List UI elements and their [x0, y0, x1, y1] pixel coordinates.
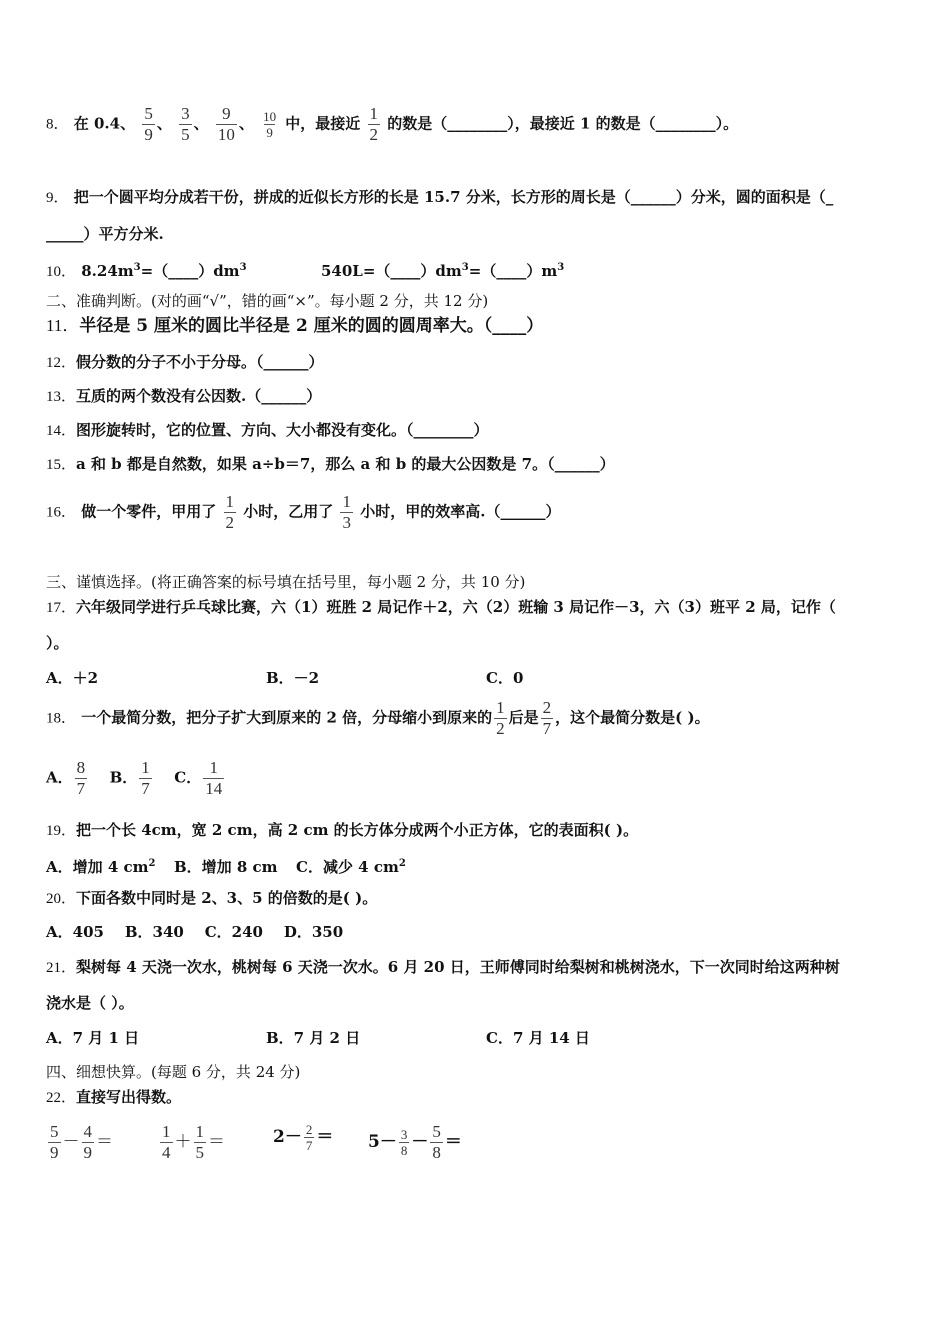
option-b: B．－2 — [266, 669, 320, 687]
question-8 — [46, 104, 738, 145]
question-text: 把一个圆平均分成若干份，拼成的近似长方形的长是 15.7 分米，长方形的周长是（______）分米，圆的面积是（_ — [73, 188, 834, 206]
fraction: $\frac{1}{5}$ — [195, 1122, 204, 1162]
separator: 、 — [156, 114, 172, 133]
question-text: 半径是 5 厘米的圆比半径是 2 厘米的圆的圆周率大。（____） — [79, 316, 544, 336]
operator: ＋ — [174, 1132, 192, 1152]
question-number: 18． — [46, 710, 77, 727]
question-21-continued — [46, 993, 134, 1013]
question-number: 8． — [46, 116, 69, 133]
question-text: 六年级同学进行乒乓球比赛，六（1）班胜 2 局记作＋2，六（2）班输 3 局记作－3，六（3）班平 2 局，记作（ — [76, 598, 836, 616]
superscript: 2 — [398, 858, 406, 869]
equals: ＝ — [316, 1127, 334, 1147]
question-text: 一个最简分数，把分子扩大到原来的 2 倍，分母缩小到原来的 — [81, 708, 493, 727]
question-number: 22． — [46, 1090, 77, 1106]
equals: ＝ — [208, 1132, 225, 1152]
question-9-continued — [46, 224, 164, 244]
section-heading-4: 四、细想快算。(每题 6 分，共 24 分) — [46, 1063, 301, 1081]
operand: 5－ — [368, 1132, 397, 1152]
expression-3 — [273, 1122, 333, 1153]
option-a: A．7 月 1 日 — [46, 1029, 140, 1047]
option-c: C．0 — [486, 669, 524, 687]
question-text: =（____）dm — [140, 262, 240, 280]
expression-2 — [158, 1122, 225, 1163]
operand: 2－ — [273, 1127, 302, 1147]
question-number: 21． — [46, 960, 77, 976]
option-a: A．＋2 — [46, 669, 99, 687]
fraction: $\frac{1}{2}$ — [496, 698, 505, 738]
superscript: 3 — [557, 262, 565, 273]
equals: ＝ — [444, 1132, 462, 1152]
question-number: 11． — [46, 316, 80, 335]
question-number: 16． — [46, 504, 77, 521]
option-b: B．7 月 2 日 — [266, 1029, 361, 1047]
question-19 — [46, 820, 638, 841]
question-text: 假分数的分子不小于分母。（______） — [76, 353, 324, 371]
question-text: 540L=（____）dm — [321, 262, 462, 280]
question-text: 把一个长 4cm，宽 2 cm，高 2 cm 的长方体分成两个小正方体，它的表面积( )。 — [76, 821, 639, 839]
fraction: $\frac{1}{3}$ — [342, 492, 351, 532]
question-16 — [46, 492, 560, 533]
question-text: 后是 — [508, 708, 539, 727]
question-17 — [46, 597, 836, 618]
equals: ＝ — [96, 1132, 113, 1152]
question-text: 小时，乙用了 — [243, 502, 334, 521]
superscript: 3 — [133, 262, 141, 273]
fraction: $\frac{8}{7}$ — [76, 758, 86, 798]
question-text: _____）平方分米. — [46, 225, 164, 243]
question-text: 8.24m — [81, 262, 134, 280]
question-text: 直接写出得数。 — [76, 1088, 182, 1106]
operator: － — [62, 1132, 80, 1152]
question-text: 在 0.4、 — [73, 114, 136, 133]
fraction: $\frac{5}{9}$ — [144, 104, 153, 144]
question-text: =（____）m — [468, 262, 558, 280]
option-c: C．减少 4 cm — [296, 858, 399, 876]
question-number: 13． — [46, 389, 77, 405]
fraction: $\frac{1}{2}$ — [369, 104, 379, 144]
question-18 — [46, 698, 710, 739]
fraction: $\frac{10}{9}$ — [263, 109, 277, 140]
fraction: $\frac{5}{8}$ — [432, 1122, 441, 1162]
question-text: ，这个最简分数是( )。 — [555, 708, 710, 727]
question-number: 20． — [46, 891, 77, 907]
question-number: 15． — [46, 457, 77, 473]
question-20-options: A．405 B．340 C．240 D．350 — [46, 923, 344, 941]
superscript: 2 — [148, 858, 156, 869]
question-10 — [46, 258, 564, 282]
question-21 — [46, 957, 840, 978]
question-number: 12． — [46, 355, 77, 371]
option-c-label: C． — [174, 768, 202, 787]
question-12 — [46, 352, 324, 373]
question-13 — [46, 386, 321, 407]
operator: － — [411, 1132, 429, 1152]
fraction: $\frac{1}{7}$ — [141, 758, 150, 798]
option-a-label: A． — [46, 768, 73, 787]
fraction: $\frac{2}{7}$ — [542, 698, 552, 738]
question-17-options — [46, 668, 523, 688]
fraction: $\frac{1}{4}$ — [162, 1122, 171, 1162]
question-14 — [46, 420, 489, 441]
question-text: 的数是（________），最接近 1 的数是（________）。 — [387, 114, 739, 133]
question-18-options — [46, 758, 226, 799]
separator: 、 — [238, 114, 254, 133]
question-text: ）。 — [46, 634, 69, 652]
question-number: 17． — [46, 600, 77, 616]
section-heading-3: 三、谨慎选择。(将正确答案的标号填在括号里，每小题 2 分，共 10 分) — [46, 573, 526, 591]
fraction: $\frac{3}{8}$ — [400, 1127, 408, 1158]
question-17-continued — [46, 633, 69, 653]
question-text: 梨树每 4 天浇一次水，桃树每 6 天浇一次水。6 月 20 日，王师傅同时给梨树和桃树浇水，下一次同时给这两种树 — [76, 958, 840, 976]
question-9 — [46, 187, 833, 208]
option-a: A．增加 4 cm — [46, 858, 149, 876]
question-19-options — [46, 854, 406, 877]
section-heading-2: 二、准确判断。(对的画“√”，错的画“×”。每小题 2 分，共 12 分) — [46, 292, 489, 310]
question-text: a 和 b 都是自然数，如果 a÷b＝7，那么 a 和 b 的最大公因数是 7。（______） — [76, 455, 615, 473]
option-b: B．增加 8 cm — [173, 858, 278, 876]
question-11 — [46, 316, 543, 336]
question-22 — [46, 1087, 181, 1108]
question-15 — [46, 454, 615, 475]
question-text: 浇水是（ ）。 — [46, 994, 134, 1012]
question-text: 做一个零件，甲用了 — [81, 502, 217, 521]
question-20 — [46, 888, 377, 909]
question-text: 下面各数中同时是 2、3、5 的倍数的是( )。 — [76, 889, 378, 907]
fraction: $\frac{1}{14}$ — [205, 758, 223, 798]
expression-4 — [368, 1122, 462, 1163]
fraction: $\frac{2}{7}$ — [305, 1122, 313, 1153]
question-number: 9． — [46, 190, 69, 206]
option-c: C．7 月 14 日 — [486, 1029, 590, 1047]
fraction: $\frac{3}{5}$ — [181, 104, 190, 144]
question-number: 14． — [46, 423, 77, 439]
option-b-label: B． — [109, 768, 138, 787]
question-number: 10． — [46, 264, 77, 280]
fraction: $\frac{4}{9}$ — [83, 1122, 92, 1162]
superscript: 3 — [239, 262, 247, 273]
fraction: $\frac{5}{9}$ — [50, 1122, 59, 1162]
fraction: $\frac{9}{10}$ — [217, 104, 235, 144]
fraction: $\frac{1}{2}$ — [225, 492, 234, 532]
question-text: 互质的两个数没有公因数.（______） — [76, 387, 322, 405]
question-text: 图形旋转时，它的位置、方向、大小都没有变化。（________） — [76, 421, 489, 439]
question-number: 19． — [46, 823, 77, 839]
question-text: 中，最接近 — [285, 114, 361, 133]
superscript: 3 — [461, 262, 469, 273]
expression-1 — [46, 1122, 113, 1163]
separator: 、 — [193, 114, 209, 133]
question-text: 小时，甲的效率高.（______） — [360, 502, 561, 521]
question-21-options — [46, 1028, 590, 1048]
